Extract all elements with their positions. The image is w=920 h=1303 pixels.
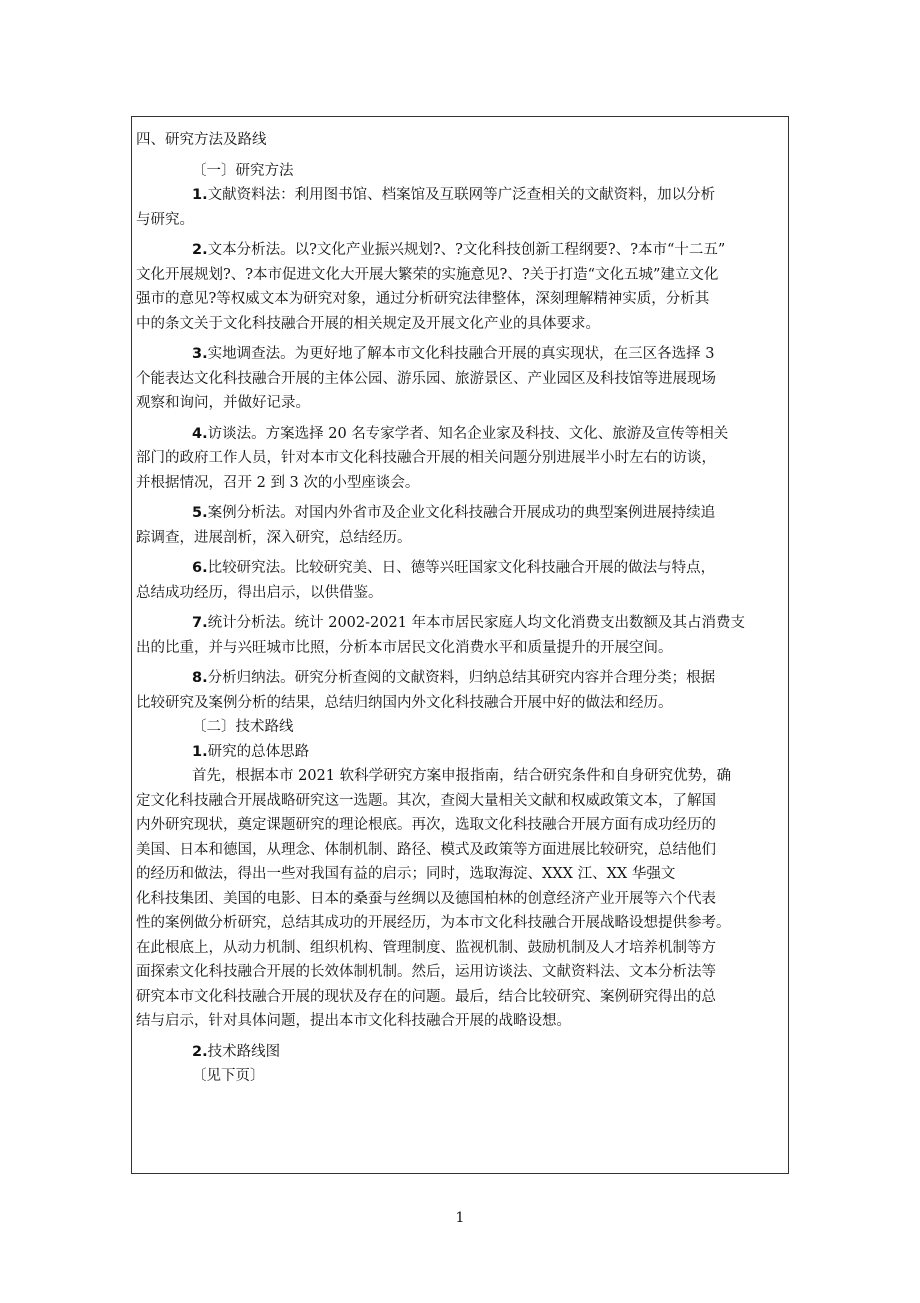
method-4-line-3: 并根据情况，召开 2 到 3 次的小型座谈会。 [136,474,420,491]
document-body [136,128,758,1089]
method-5-line-2: 踪调查，进展剖析，深入研究，总结经历。 [136,529,412,546]
method-1-text: 文献资料法：利用图书馆、档案馆及互联网等广泛查相关的文献资料，加以分析 [207,187,716,203]
paragraph-line: 定文化科技融合开展战略研究这一选题。其次，查阅大量相关文献和权威政策文本，了解国 [136,792,716,809]
method-3-line-3: 观察和询问，并做好记录。 [136,395,310,411]
method-7-text: 统计分析法。统计 2002-2021 年本市居民家庭人均文化消费支出数额及其占消费支 [207,615,746,631]
paragraph-line: 在此根底上，从动力机制、组织机构、管理制度、监视机制、鼓励机制及人才培养机制等方 [136,939,716,956]
method-8-line-1 [136,666,758,691]
method-2-line-2: 文化开展规划?、?本市促进文化大开展大繁荣的实施意见?、?关于打造“文化五城”建立文化 [136,266,719,283]
method-5-text: 案例分析法。对国内外省市及企业文化科技融合开展成功的典型案例进展持续追 [207,505,716,521]
method-5-line-1 [136,501,758,526]
method-2-line-4: 中的条文关于文化科技融合开展的相关规定及开展文化产业的具体要求。 [136,315,600,332]
paragraph-line: 美国、日本和德国，从理念、体制机制、路径、模式及政策等方面进展比较研究，总结他们 [136,841,716,858]
paragraph-line: 化科技集团、美国的电影、日本的桑蚕与丝绸以及德国柏林的创意经济产业开展等六个代表 [136,890,716,907]
paragraph-line: 首先，根据本市 2021 软科学研究方案申报指南，结合研究条件和自身研究优势，确 [192,768,732,784]
method-1-line-1 [136,183,758,208]
method-4-line-1 [136,422,758,447]
page-number: 1 [455,1210,465,1226]
method-7-line-2: 出的比重，并与兴旺城市比照，分析本市居民文化消费水平和质量提升的开展空间。 [136,639,673,656]
method-8-line-2: 比较研究及案例分析的结果，总结归纳国内外文化科技融合开展中好的做法和经历。 [136,694,673,711]
method-2-line-1 [136,238,758,263]
method-6-text: 比较研究法。比较研究美、日、德等兴旺国家文化科技融合开展的做法与特点， [207,560,716,576]
route-1-title: 研究的总体思路 [207,743,310,760]
paragraph-line: 内外研究现状，奠定课题研究的理论根底。再次，选取文化科技融合开展方面有成功经历的 [136,817,716,833]
method-3-line-1 [136,342,758,367]
paragraph-line: 研究本市文化科技融合开展的现状及存在的问题。最后，结合比较研究、案例研究得出的总 [136,988,716,1005]
method-4-line-2: 部门的政府工作人员，针对本市文化科技融合开展的相关问题分别进展半小时左右的访谈， [136,450,716,466]
section-title: 四、研究方法及路线 [136,132,267,148]
method-1-line-2: 与研究。 [136,211,194,228]
paragraph-line: 结与启示，针对具体问题，提出本市文化科技融合开展的战略设想。 [136,1013,571,1029]
see-next-page-note: 〔见下页〕 [192,1068,265,1084]
paragraph-line: 性的案例做分析研究，总结其成功的开展经历，为本市文化科技融合开展战略设想提供参考。 [136,915,731,931]
method-4-text: 访谈法。方案选择 20 名专家学者、知名企业家及科技、文化、旅游及宣传等相关 [207,425,729,442]
method-6-number: 6. [192,560,208,576]
method-3-line-2: 个能表达文化科技融合开展的主体公园、游乐园、旅游景区、产业园区及科技馆等进展现场 [136,370,716,387]
methods-heading: 〔一〕研究方法 [192,162,294,179]
method-5-number: 5. [192,505,208,521]
method-4-number: 4. [192,425,208,442]
paragraph-line: 面探索文化科技融合开展的长效体制机制。然后，运用访谈法、文献资料法、文本分析法等 [136,964,716,980]
route-1-heading [136,740,758,765]
method-6-line-2: 总结成功经历，得出启示，以供借鉴。 [136,584,383,601]
route-1-number: 1. [192,743,208,760]
method-3-text: 实地调查法。为更好地了解本市文化科技融合开展的真实现状，在三区各选择 3 [207,346,715,362]
method-8-text: 分析归纳法。研究分析查阅的文献资料，归纳总结其研究内容并合理分类；根据 [207,670,716,686]
method-2-line-3: 强市的意见?等权威文本为研究对象，通过分析研究法律整体，深刻理解精神实质，分析其 [136,291,710,307]
method-7-number: 7. [192,615,208,631]
route-2-number: 2. [192,1043,208,1060]
method-2-number: 2. [192,242,208,258]
paragraph-line: 的经历和做法，得出一些对我国有益的启示；同时，选取海淀、XXX 江、XX 华强文 [136,866,676,882]
method-2-text: 文本分析法。以?文化产业振兴规划?、?文化科技创新工程纲要?、?本市“十二五” [207,242,726,258]
method-1-number: 1. [192,187,208,203]
method-6-line-1 [136,556,758,581]
method-8-number: 8. [192,670,208,686]
route-2-title: 技术路线图 [207,1043,281,1060]
method-3-number: 3. [192,346,208,362]
method-7-line-1 [136,611,758,636]
route-2-heading [136,1040,758,1065]
route-heading: 〔二〕技术路线 [192,719,294,735]
